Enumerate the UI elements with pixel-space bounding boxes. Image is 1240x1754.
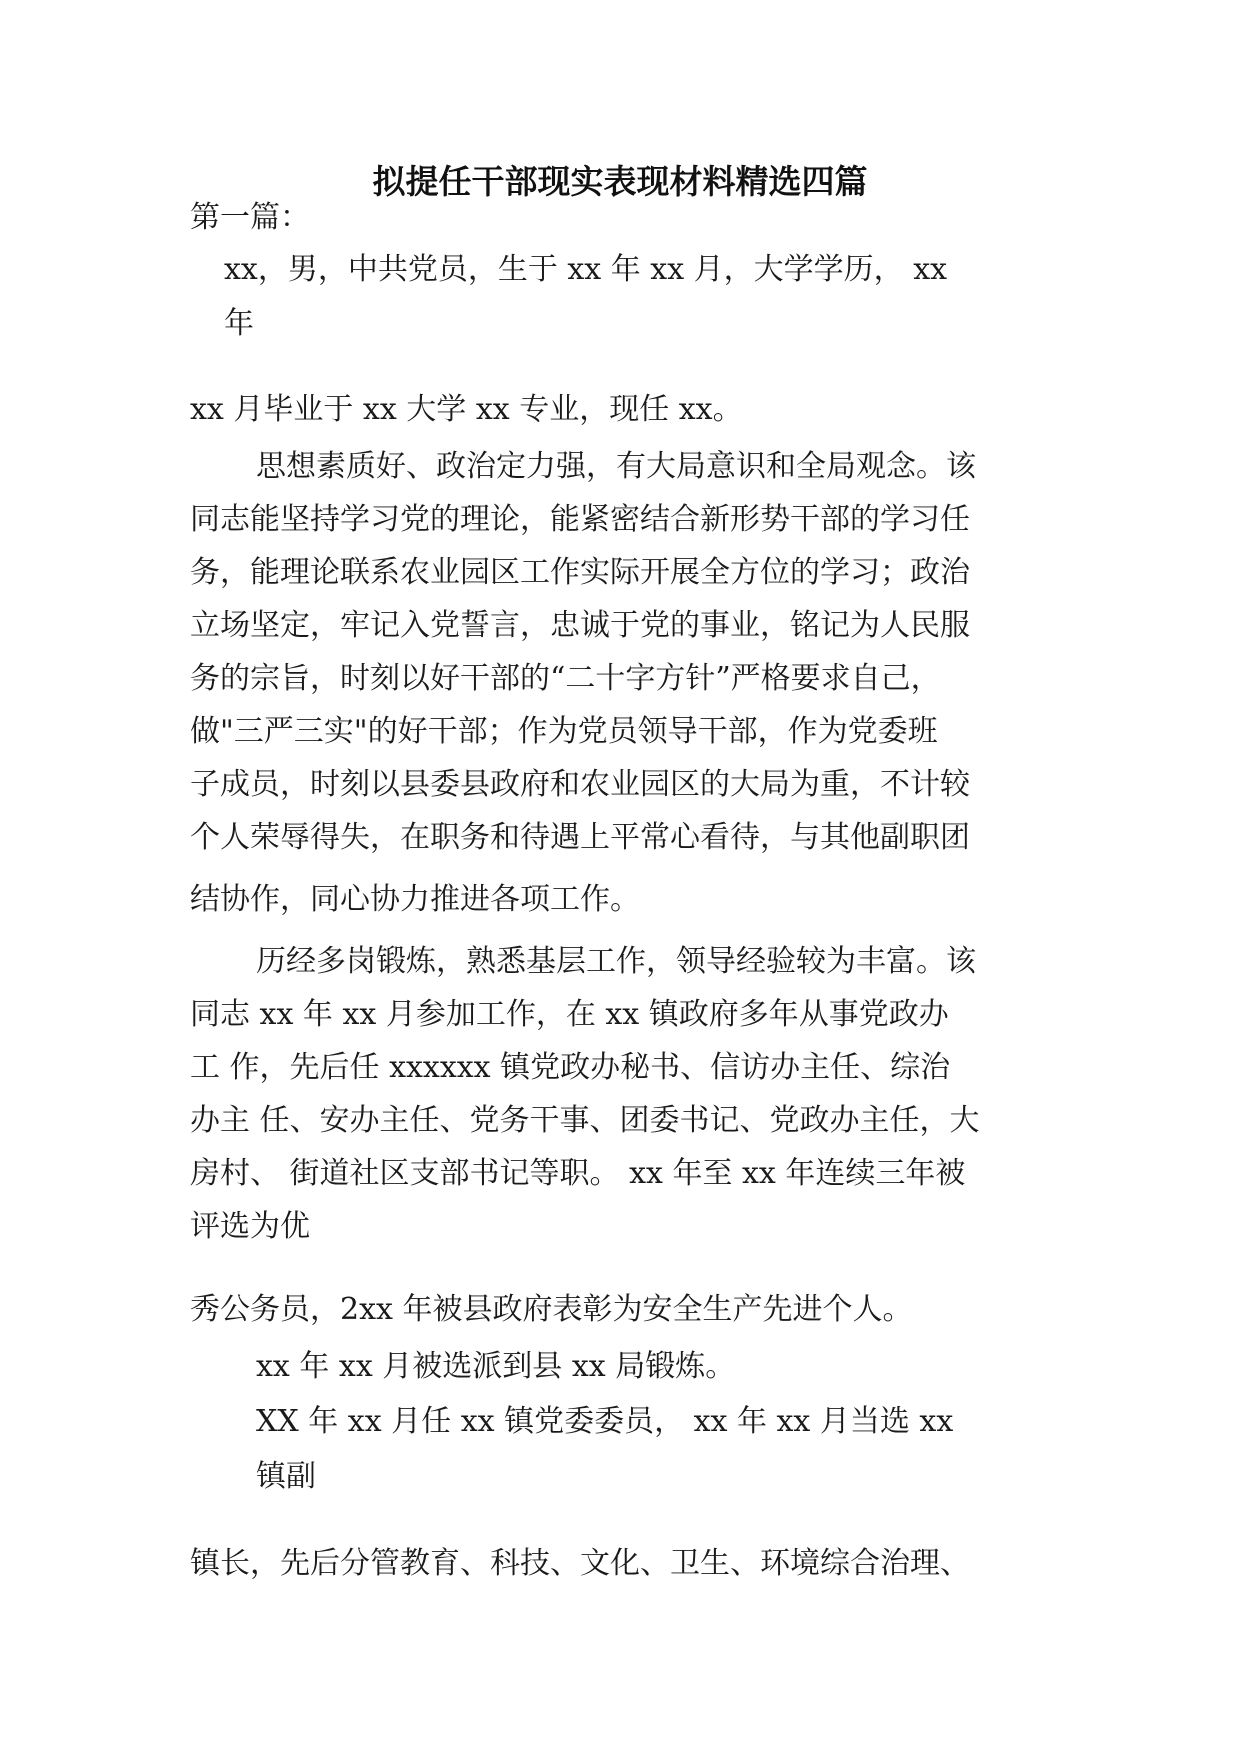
body-line: 立场坚定，牢记入党誓言，忠诚于党的事业，铭记为人民服 <box>190 608 970 643</box>
body-line: 同志 xx 年 xx 月参加工作，在 xx 镇政府多年从事党政办 <box>190 997 949 1032</box>
body-line: 结协作，同心协力推进各项工作。 <box>190 882 640 917</box>
body-line: xx 年 xx 月被选派到县 xx 局锻炼。 <box>256 1349 736 1384</box>
body-line: 个人荣辱得失，在职务和待遇上平常心看待，与其他副职团 <box>190 820 970 855</box>
body-line: 评选为优 <box>190 1209 310 1244</box>
body-line: 秀公务员，2xx 年被县政府表彰为安全生产先进个人。 <box>190 1292 913 1327</box>
body-line: 思想素质好、政治定力强，有大局意识和全局观念。该 <box>256 449 976 484</box>
document-title: 拟提任干部现实表现材料精选四篇 <box>372 162 868 201</box>
body-line: 年 <box>224 306 254 341</box>
body-line: xx，男，中共党员，生于 xx 年 xx 月，大学学历， xx <box>224 252 948 287</box>
body-line: 房村、 街道社区支部书记等职。 xx 年至 xx 年连续三年被 <box>190 1156 966 1191</box>
body-line: 办主 任、安办主任、党务干事、团委书记、党政办主任，大 <box>190 1103 980 1138</box>
body-line: 子成员，时刻以县委县政府和农业园区的大局为重，不计较 <box>190 767 970 802</box>
body-line: xx 月毕业于 xx 大学 xx 专业，现任 xx。 <box>190 392 743 427</box>
body-line: 镇长，先后分管教育、科技、文化、卫生、环境综合治理、 <box>190 1546 970 1581</box>
body-line: XX 年 xx 月任 xx 镇党委委员， xx 年 xx 月当选 xx <box>256 1404 954 1439</box>
section-heading: 第一篇： <box>190 200 310 235</box>
body-line: 同志能坚持学习党的理论，能紧密结合新形势干部的学习任 <box>190 502 970 537</box>
body-line: 务的宗旨，时刻以好干部的“二十字方针”严格要求自己， <box>190 661 941 696</box>
body-line: 工 作，先后任 xxxxxx 镇党政办秘书、信访办主任、综治 <box>190 1050 951 1085</box>
body-line: 务，能理论联系农业园区工作实际开展全方位的学习；政治 <box>190 555 970 590</box>
body-line: 做"三严三实"的好干部；作为党员领导干部，作为党委班 <box>190 714 938 749</box>
body-line: 镇副 <box>256 1459 316 1494</box>
body-line: 历经多岗锻炼，熟悉基层工作，领导经验较为丰富。该 <box>256 944 976 979</box>
